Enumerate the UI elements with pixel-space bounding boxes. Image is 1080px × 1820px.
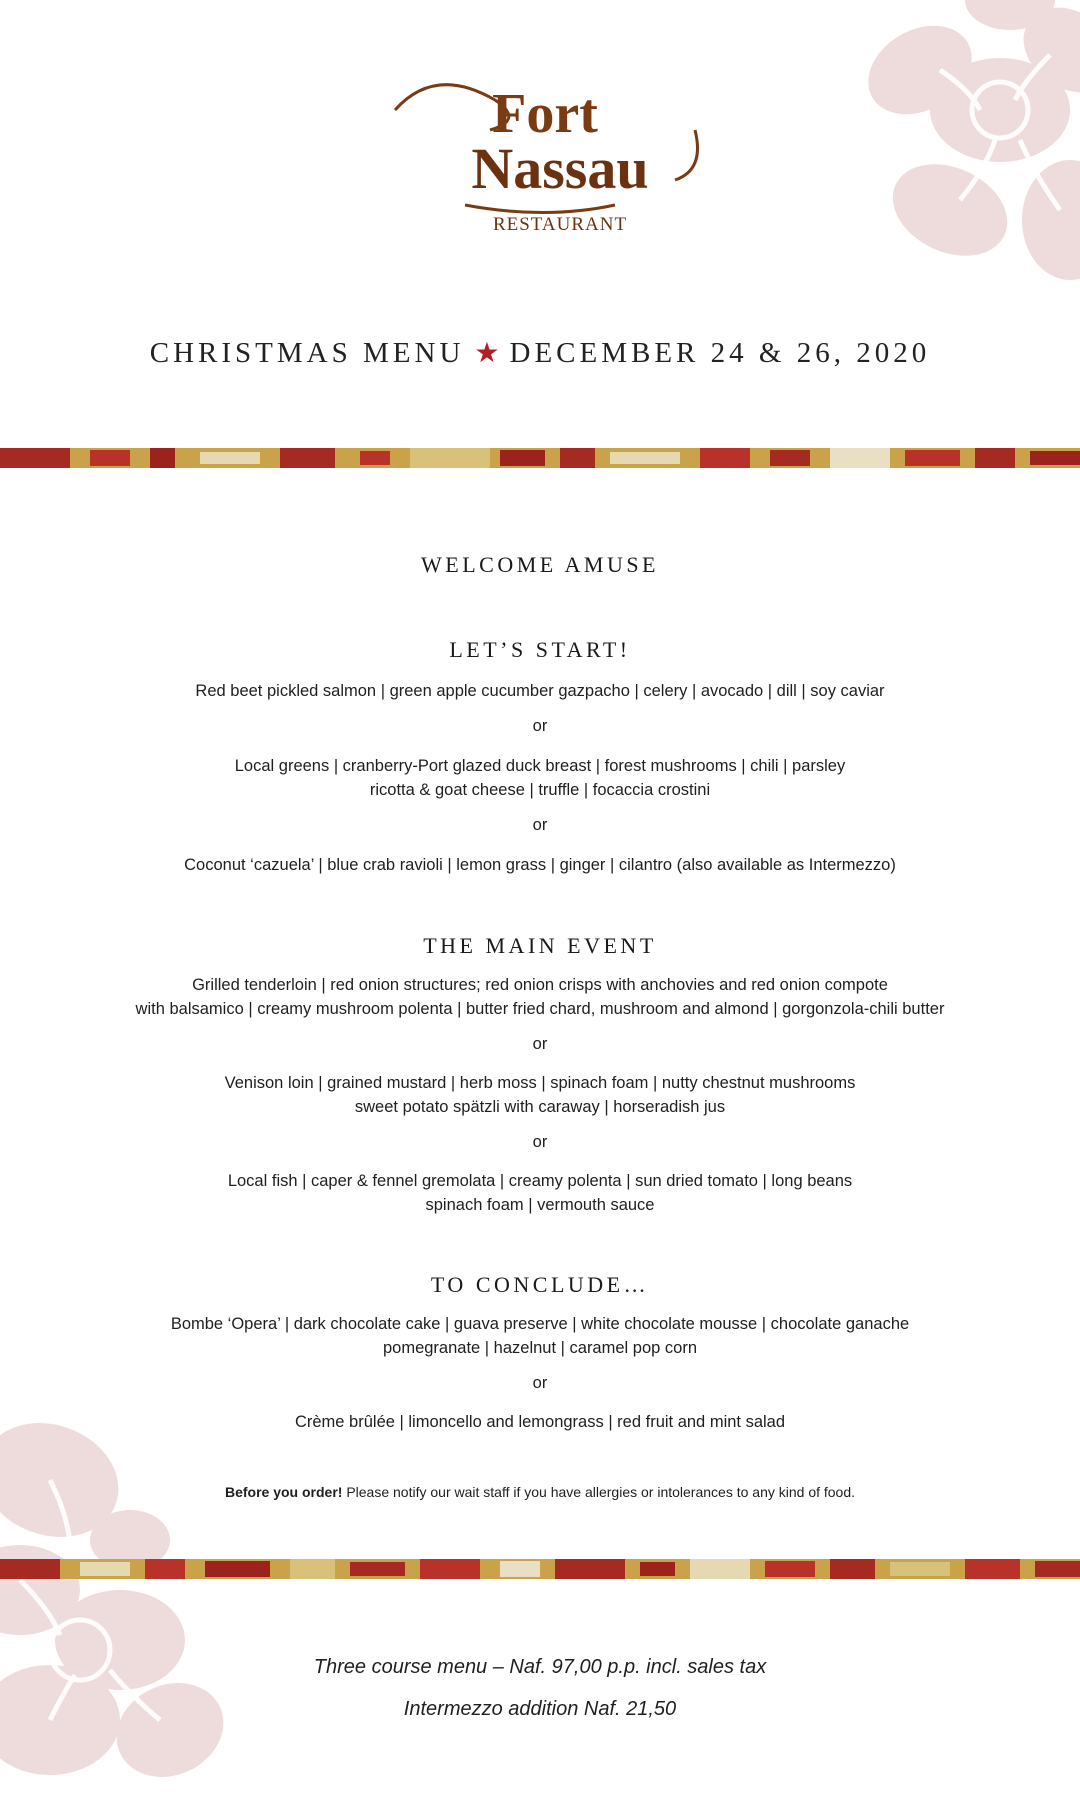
notice-text: Please notify our wait staff if you have allergies or intolerances to any kind of food. [342, 1484, 856, 1500]
section-title-to-conclude: TO CONCLUDE… [430, 1272, 650, 1297]
decorative-band-top [0, 448, 1080, 468]
main-option-2-line-1: Venison loin | grained mustard | herb moss | spinach foam | nutty chestnut mushrooms [224, 1074, 856, 1092]
or-separator: or [532, 1133, 548, 1151]
logo-nassau-text: Nassau [471, 136, 649, 201]
logo-restaurant-text: RESTAURANT [492, 214, 628, 235]
menu-header [0, 336, 1080, 370]
price-intermezzo: Intermezzo addition Naf. 21,50 [403, 1698, 677, 1720]
dessert-option-1-line-1: Bombe ‘Opera’ | dark chocolate cake | guava preserve | white chocolate mousse | chocolate ganache [170, 1315, 910, 1333]
starter-option-1: Red beet pickled salmon | green apple cucumber gazpacho | celery | avocado | dill | soy caviar [195, 682, 885, 700]
header-menu-name: CHRISTMAS MENU [149, 337, 465, 369]
section-title-main-event: THE MAIN EVENT [423, 933, 657, 958]
header-date: DECEMBER 24 & 26, 2020 [509, 337, 931, 369]
section-title-welcome-amuse: WELCOME AMUSE [421, 552, 659, 577]
decorative-band-bottom [0, 1559, 1080, 1579]
logo-fort-text: Fort [492, 83, 598, 145]
allergy-notice [0, 1484, 1080, 1500]
starter-option-3: Coconut ‘cazuela’ | blue crab ravioli | lemon grass | ginger | cilantro (also available as Intermezzo) [184, 856, 896, 874]
or-separator: or [532, 717, 548, 735]
or-separator: or [532, 1035, 548, 1053]
main-option-3-line-1: Local fish | caper & fennel gremolata | creamy polenta | sun dried tomato | long beans [227, 1172, 853, 1190]
main-option-1-line-2: with balsamico | creamy mushroom polenta | butter fried chard, mushroom and almond | gorgonzola-chili butter [135, 1000, 945, 1018]
dessert-option-1-line-2: pomegranate | hazelnut | caramel pop corn [382, 1339, 697, 1357]
section-title-lets-start: LET’S START! [449, 637, 631, 662]
main-option-3-line-2: spinach foam | vermouth sauce [425, 1196, 655, 1214]
main-option-1-line-1: Grilled tenderloin | red onion structures; red onion crisps with anchovies and red onion compote [192, 976, 888, 994]
starter-option-2-line-1: Local greens | cranberry-Port glazed duck breast | forest mushrooms | chili | parsley [234, 757, 846, 775]
floral-ornament-bottom-left [0, 1400, 270, 1820]
starter-option-2-line-2: ricotta & goat cheese | truffle | focaccia crostini [369, 781, 711, 799]
main-option-2-line-2: sweet potato spätzli with caraway | horseradish jus [354, 1098, 726, 1116]
fort-nassau-logo [375, 70, 715, 240]
star-icon: ★ [474, 338, 500, 369]
or-separator: or [532, 816, 548, 834]
or-separator: or [532, 1374, 548, 1392]
dessert-option-2: Crème brûlée | limoncello and lemongrass | red fruit and mint salad [294, 1413, 786, 1431]
price-three-course: Three course menu – Naf. 97,00 p.p. incl. sales tax [313, 1656, 767, 1678]
floral-ornament-top-right [800, 0, 1080, 320]
notice-bold: Before you order! [224, 1484, 343, 1500]
